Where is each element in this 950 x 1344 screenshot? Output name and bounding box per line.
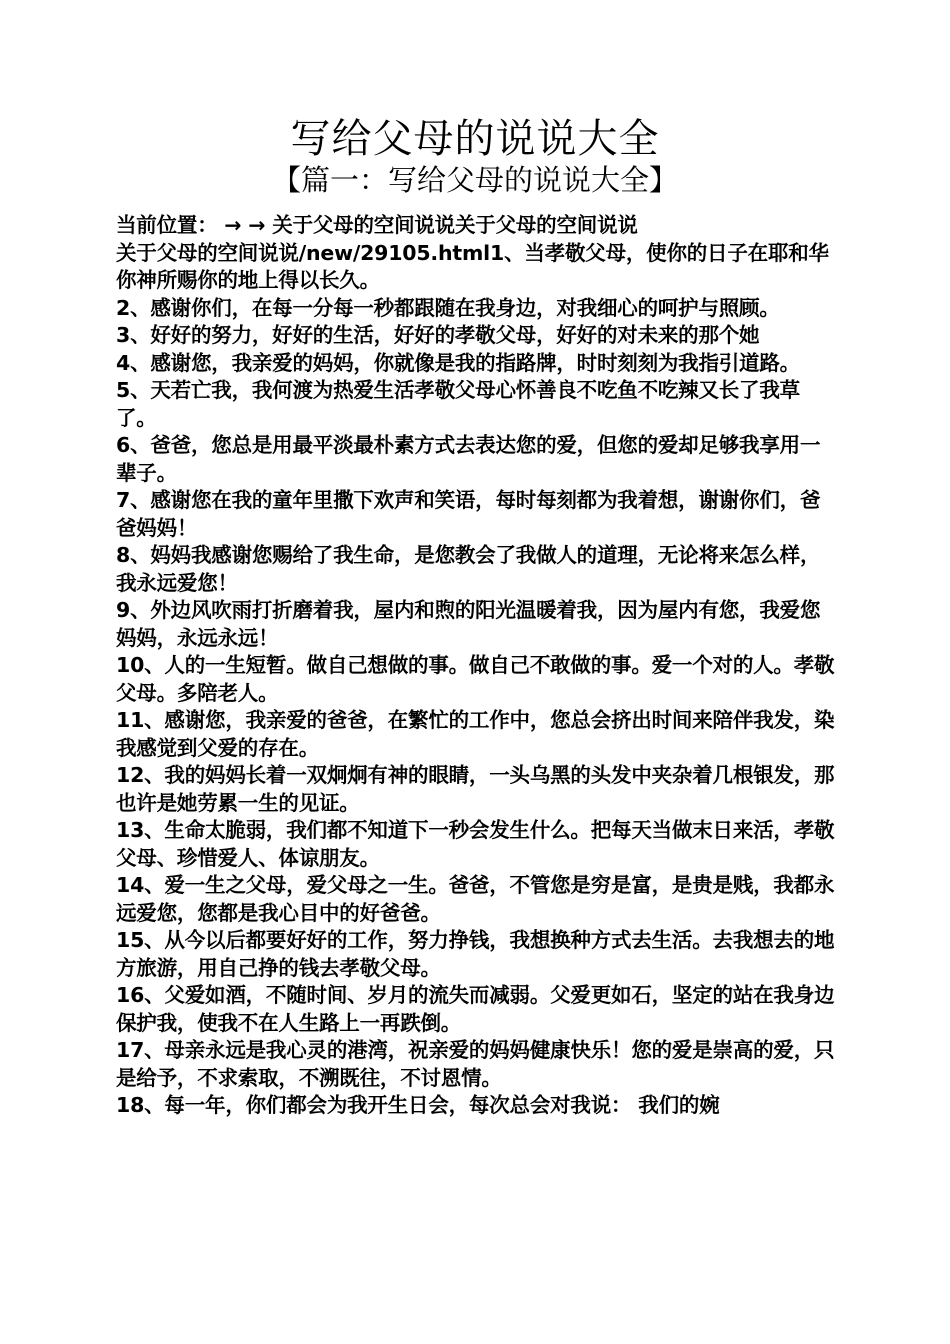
location-line: 当前位置： → → 关于父母的空间说说关于父母的空间说说 bbox=[116, 213, 638, 237]
paragraph: 12、我的妈妈长着一双炯炯有神的眼睛，一头乌黑的头发中夹杂着几根银发，那也许是她劳累一生的见证。 bbox=[116, 763, 835, 815]
paragraph: 关于父母的空间说说/new/29105.html1、当孝敬父母，使你的日子在耶和华你神所赐你的地上得以长久。 bbox=[116, 240, 829, 292]
paragraph: 14、爱一生之父母，爱父母之一生。爸爸，不管您是穷是富，是贵是贱，我都永远爱您，您都是我心目中的好爸爸。 bbox=[116, 873, 835, 925]
paragraph: 13、生命太脆弱，我们都不知道下一秒会发生什么。把每天当做末日来活，孝敬父母、珍惜爱人、体谅朋友。 bbox=[116, 818, 835, 870]
paragraph: 4、感谢您，我亲爱的妈妈，你就像是我的指路牌，时时刻刻为我指引道路。 bbox=[116, 350, 800, 375]
paragraph: 9、外边风吹雨打折磨着我，屋内和煦的阳光温暖着我，因为屋内有您，我爱您妈妈，永远永远！ bbox=[116, 598, 821, 650]
paragraph: 7、感谢您在我的童年里撒下欢声和笑语，每时每刻都为我着想，谢谢你们，爸爸妈妈！ bbox=[116, 488, 821, 540]
paragraph: 17、母亲永远是我心灵的港湾，祝亲爱的妈妈健康快乐！您的爱是崇高的爱，只是给予，不求索取，不溯既往，不讨恩情。 bbox=[116, 1038, 835, 1090]
document-subtitle: 【篇一：写给父母的说说大全】 bbox=[271, 163, 678, 197]
paragraph: 10、人的一生短暂。做自己想做的事。做自己不敢做的事。爱一个对的人。孝敬父母。多陪老人。 bbox=[116, 653, 835, 705]
paragraph: 2、感谢你们，在每一分每一秒都跟随在我身边，对我细心的呵护与照顾。 bbox=[116, 295, 780, 320]
document-title: 写给父母的说说大全 bbox=[290, 116, 660, 162]
paragraph: 11、感谢您，我亲爱的爸爸，在繁忙的工作中，您总会挤出时间来陪伴我发，染我感觉到父爱的存在。 bbox=[116, 708, 835, 760]
document-body bbox=[116, 212, 836, 1120]
paragraph: 6、爸爸，您总是用最平淡最朴素方式去表达您的爱，但您的爱却足够我享用一辈子。 bbox=[116, 433, 821, 485]
paragraph: 3、好好的努力，好好的生活，好好的孝敬父母，好好的对未来的那个她 bbox=[116, 323, 760, 347]
paragraph: 5、天若亡我，我何渡为热爱生活孝敬父母心怀善良不吃鱼不吃辣又长了我草了。 bbox=[116, 378, 800, 430]
paragraph: 16、父爱如酒，不随时间、岁月的流失而减弱。父爱更如石，坚定的站在我身边保护我，使我不在人生路上一再跌倒。 bbox=[116, 983, 835, 1035]
paragraph: 15、从今以后都要好好的工作，努力挣钱，我想换种方式去生活。去我想去的地方旅游，用自己挣的钱去孝敬父母。 bbox=[116, 928, 835, 980]
paragraph: 18、每一年，你们都会为我开生日会，每次总会对我说： 我们的婉 bbox=[116, 1093, 720, 1117]
paragraph: 8、妈妈我感谢您赐给了我生命，是您教会了我做人的道理，无论将来怎么样，我永远爱您！ bbox=[116, 543, 821, 595]
